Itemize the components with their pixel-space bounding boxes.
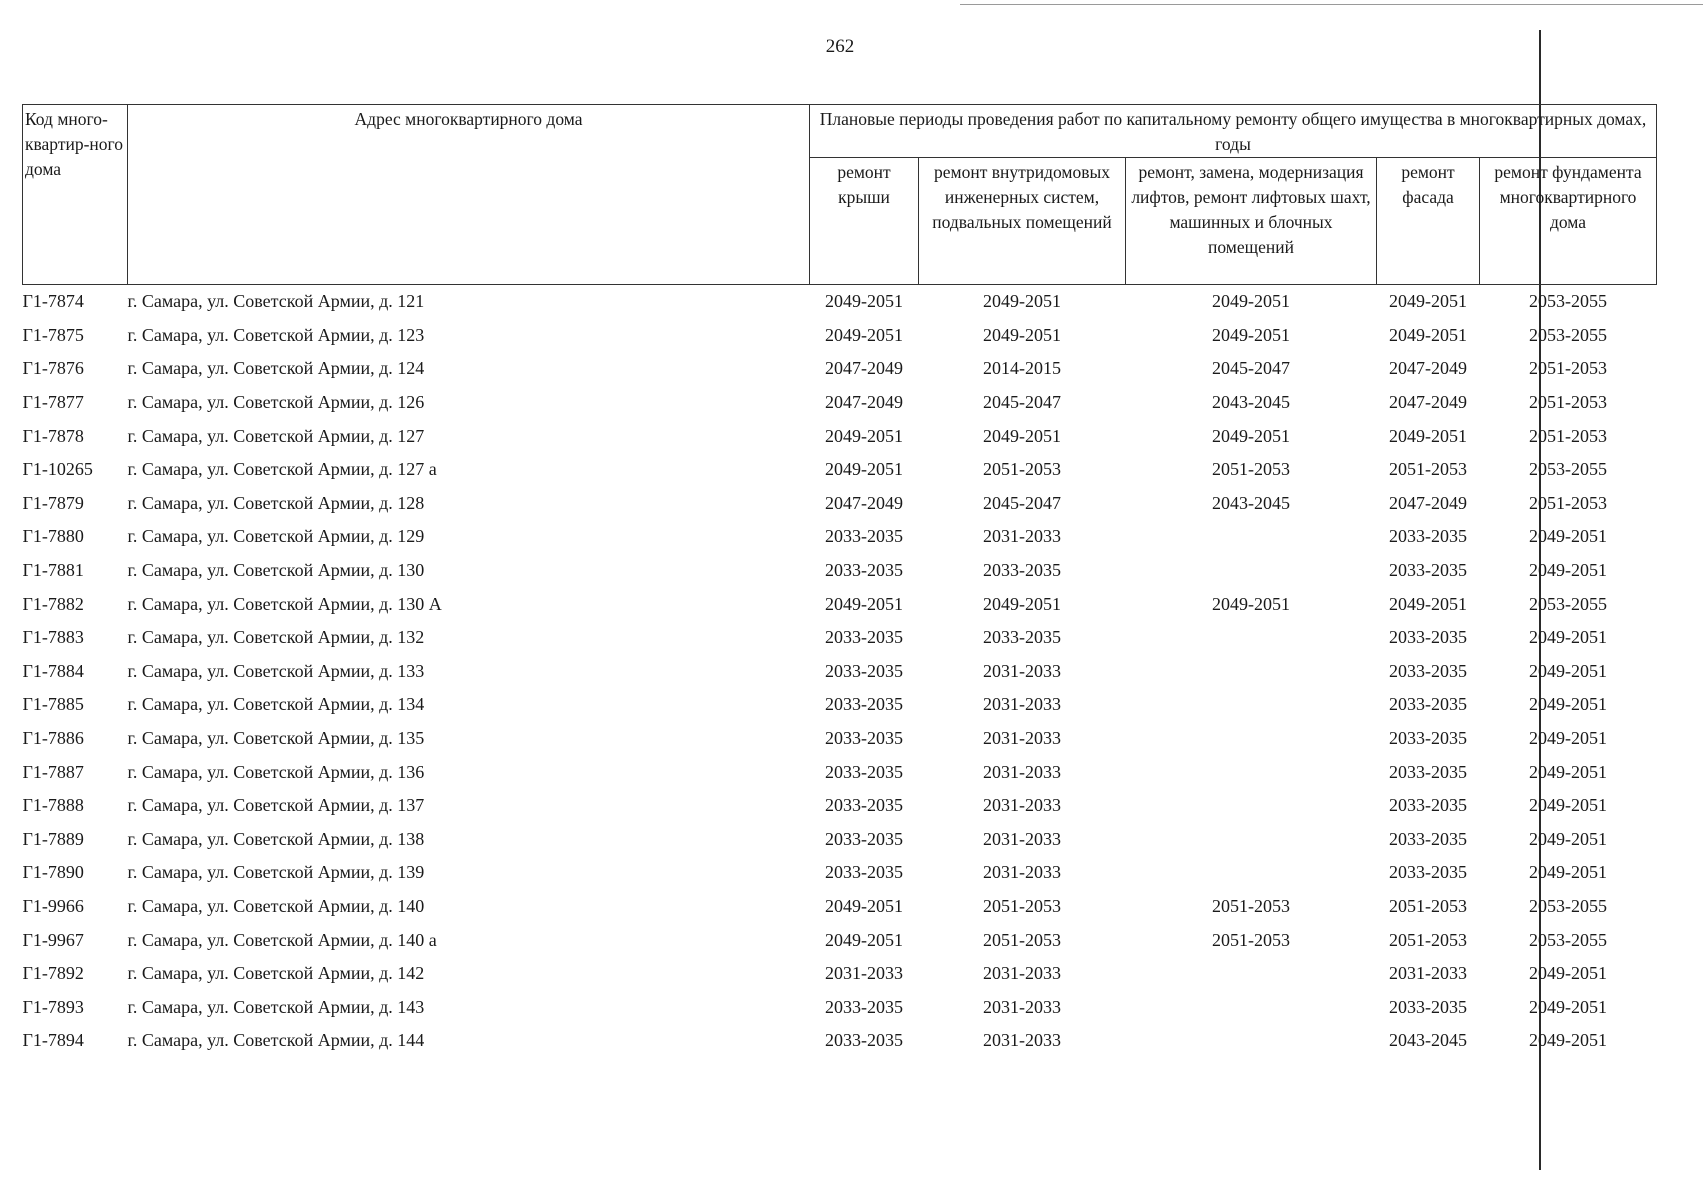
cell-foundation: 2053-2055 [1529,895,1607,916]
cell-address: г. Самара, ул. Советской Армии, д. 129 [127,526,425,547]
cell-elevators: 2049-2051 [1212,425,1290,446]
cell-elevators: 2049-2051 [1212,324,1290,345]
cell-engineering: 2049-2051 [983,291,1061,312]
cell-roof: 2033-2035 [825,996,903,1017]
cell-address: г. Самара, ул. Советской Армии, д. 132 [127,627,425,648]
cell-address: г. Самара, ул. Советской Армии, д. 138 [127,828,425,849]
table-row [23,386,1657,420]
cell-facade: 2033-2035 [1389,862,1467,883]
table-row [23,990,1657,1024]
cell-roof: 2049-2051 [825,593,903,614]
cell-roof: 2033-2035 [825,728,903,749]
cell-code: Г1-7885 [22,694,84,715]
cell-foundation: 2053-2055 [1529,291,1607,312]
cell-engineering: 2031-2033 [983,728,1061,749]
table-row [23,621,1657,655]
cell-roof: 2031-2033 [825,963,903,984]
cell-elevators [1126,856,1377,890]
cell-engineering: 2031-2033 [983,1030,1061,1051]
cell-code: Г1-10265 [22,459,93,480]
cell-elevators: 2049-2051 [1212,593,1290,614]
cell-roof: 2049-2051 [825,929,903,950]
cell-elevators: 2043-2045 [1212,492,1290,513]
cell-roof: 2033-2035 [825,627,903,648]
cell-foundation: 2049-2051 [1529,526,1607,547]
cell-address: г. Самара, ул. Советской Армии, д. 144 [127,1030,425,1051]
cell-engineering: 2031-2033 [983,526,1061,547]
cell-code: Г1-7892 [22,963,84,984]
cell-elevators [1126,823,1377,857]
cell-facade: 2051-2053 [1389,929,1467,950]
cell-engineering: 2045-2047 [983,392,1061,413]
cell-facade: 2049-2051 [1389,291,1467,312]
cell-foundation: 2049-2051 [1529,1030,1607,1051]
cell-address: г. Самара, ул. Советской Армии, д. 140 а [127,929,437,950]
table-row [23,1024,1657,1058]
cell-facade: 2047-2049 [1389,358,1467,379]
cell-code: Г1-7888 [22,795,84,816]
table-row [23,487,1657,521]
cell-foundation: 2049-2051 [1529,728,1607,749]
cell-code: Г1-7878 [22,425,84,446]
cell-foundation: 2049-2051 [1529,560,1607,581]
cell-code: Г1-7875 [22,324,84,345]
header-address: Адрес многоквартирного дома [128,105,810,285]
cell-engineering: 2033-2035 [983,560,1061,581]
cell-facade: 2043-2045 [1389,1030,1467,1051]
cell-facade: 2049-2051 [1389,324,1467,345]
cell-code: Г1-7890 [22,862,84,883]
cell-code: Г1-9967 [22,929,84,950]
cell-code: Г1-7894 [22,1030,84,1051]
table-row [23,957,1657,991]
cell-foundation: 2049-2051 [1529,828,1607,849]
header-code: Код много-квартир-ного дома [23,105,128,285]
cell-engineering: 2045-2047 [983,492,1061,513]
cell-engineering: 2051-2053 [983,929,1061,950]
cell-address: г. Самара, ул. Советской Армии, д. 137 [127,795,425,816]
header-row-top [23,105,1657,158]
cell-address: г. Самара, ул. Советской Армии, д. 124 [127,358,425,379]
cell-code: Г1-7886 [22,728,84,749]
cell-roof: 2033-2035 [825,560,903,581]
cell-foundation: 2053-2055 [1529,459,1607,480]
table-row [23,923,1657,957]
table-body [23,285,1657,1058]
cell-roof: 2049-2051 [825,291,903,312]
cell-roof: 2033-2035 [825,795,903,816]
table-row [23,285,1657,319]
cell-engineering: 2031-2033 [983,761,1061,782]
cell-foundation: 2051-2053 [1529,492,1607,513]
capital-repair-table [22,104,1657,1058]
cell-roof: 2033-2035 [825,828,903,849]
cell-foundation: 2051-2053 [1529,358,1607,379]
cell-engineering: 2014-2015 [983,358,1061,379]
cell-engineering: 2051-2053 [983,459,1061,480]
table-row [23,789,1657,823]
header-facade: ремонт фасада [1377,158,1480,285]
cell-facade: 2033-2035 [1389,526,1467,547]
cell-facade: 2049-2051 [1389,425,1467,446]
cell-engineering: 2031-2033 [983,660,1061,681]
cell-engineering: 2031-2033 [983,694,1061,715]
cell-roof: 2033-2035 [825,1030,903,1051]
cell-elevators: 2043-2045 [1212,392,1290,413]
cell-roof: 2049-2051 [825,324,903,345]
cell-elevators [1126,990,1377,1024]
cell-foundation: 2049-2051 [1529,694,1607,715]
cell-foundation: 2049-2051 [1529,862,1607,883]
cell-roof: 2033-2035 [825,694,903,715]
cell-facade: 2033-2035 [1389,728,1467,749]
cell-elevators: 2045-2047 [1212,358,1290,379]
cell-engineering: 2049-2051 [983,324,1061,345]
page-number: 262 [825,36,855,57]
cell-elevators [1126,755,1377,789]
cell-elevators: 2049-2051 [1212,291,1290,312]
table-row [23,755,1657,789]
cell-elevators [1126,554,1377,588]
cell-engineering: 2049-2051 [983,593,1061,614]
cell-foundation: 2051-2053 [1529,425,1607,446]
cell-code: Г1-9966 [22,895,84,916]
cell-facade: 2051-2053 [1389,895,1467,916]
cell-code: Г1-7874 [22,291,84,312]
table-row [23,587,1657,621]
cell-facade: 2049-2051 [1389,593,1467,614]
cell-address: г. Самара, ул. Советской Армии, д. 121 [127,291,425,312]
scan-artifact-line [960,4,1703,5]
table-row [23,352,1657,386]
table-row [23,890,1657,924]
cell-roof: 2033-2035 [825,862,903,883]
header-engineering: ремонт внутридомовых инженерных систем, подвальных помещений [919,158,1126,285]
cell-address: г. Самара, ул. Советской Армии, д. 126 [127,392,425,413]
cell-elevators: 2051-2053 [1212,929,1290,950]
cell-code: Г1-7881 [22,560,84,581]
cell-elevators [1126,957,1377,991]
cell-facade: 2033-2035 [1389,996,1467,1017]
cell-code: Г1-7887 [22,761,84,782]
cell-foundation: 2049-2051 [1529,660,1607,681]
header-foundation: ремонт фундамента многоквартирного дома [1480,158,1657,285]
cell-elevators [1126,722,1377,756]
cell-roof: 2049-2051 [825,895,903,916]
table-row [23,856,1657,890]
cell-facade: 2033-2035 [1389,660,1467,681]
cell-foundation: 2049-2051 [1529,627,1607,648]
cell-facade: 2051-2053 [1389,459,1467,480]
cell-facade: 2033-2035 [1389,560,1467,581]
cell-code: Г1-7879 [22,492,84,513]
cell-engineering: 2051-2053 [983,895,1061,916]
cell-address: г. Самара, ул. Советской Армии, д. 128 [127,492,425,513]
cell-code: Г1-7877 [22,392,84,413]
table-row [23,453,1657,487]
cell-engineering: 2031-2033 [983,862,1061,883]
cell-code: Г1-7882 [22,593,84,614]
table-row [23,554,1657,588]
cell-engineering: 2031-2033 [983,963,1061,984]
table-row [23,688,1657,722]
cell-address: г. Самара, ул. Советской Армии, д. 130 А [127,593,442,614]
cell-foundation: 2053-2055 [1529,324,1607,345]
cell-address: г. Самара, ул. Советской Армии, д. 127 а [127,459,437,480]
cell-foundation: 2053-2055 [1529,929,1607,950]
cell-facade: 2033-2035 [1389,627,1467,648]
cell-foundation: 2049-2051 [1529,761,1607,782]
table-row [23,520,1657,554]
cell-elevators: 2051-2053 [1212,895,1290,916]
cell-engineering: 2049-2051 [983,425,1061,446]
cell-address: г. Самара, ул. Советской Армии, д. 127 [127,425,425,446]
cell-roof: 2047-2049 [825,358,903,379]
cell-roof: 2047-2049 [825,392,903,413]
header-planned-periods: Плановые периоды проведения работ по капитальному ремонту общего имущества в многоквартирных домах, годы [810,105,1657,158]
cell-code: Г1-7883 [22,627,84,648]
cell-engineering: 2031-2033 [983,828,1061,849]
cell-facade: 2031-2033 [1389,963,1467,984]
cell-facade: 2047-2049 [1389,492,1467,513]
cell-elevators [1126,789,1377,823]
cell-elevators [1126,1024,1377,1058]
header-roof: ремонт крыши [810,158,919,285]
cell-address: г. Самара, ул. Советской Армии, д. 136 [127,761,425,782]
cell-facade: 2033-2035 [1389,761,1467,782]
cell-code: Г1-7880 [22,526,84,547]
cell-elevators [1126,520,1377,554]
cell-facade: 2047-2049 [1389,392,1467,413]
cell-code: Г1-7889 [22,828,84,849]
cell-address: г. Самара, ул. Советской Армии, д. 133 [127,660,425,681]
cell-address: г. Самара, ул. Советской Армии, д. 139 [127,862,425,883]
cell-code: Г1-7893 [22,996,84,1017]
cell-elevators: 2051-2053 [1212,459,1290,480]
cell-address: г. Самара, ул. Советской Армии, д. 143 [127,996,425,1017]
cell-roof: 2033-2035 [825,761,903,782]
cell-engineering: 2031-2033 [983,996,1061,1017]
table-row [23,655,1657,689]
cell-roof: 2033-2035 [825,526,903,547]
cell-facade: 2033-2035 [1389,694,1467,715]
table-row [23,319,1657,353]
cell-engineering: 2033-2035 [983,627,1061,648]
cell-address: г. Самара, ул. Советской Армии, д. 142 [127,963,425,984]
cell-address: г. Самара, ул. Советской Армии, д. 134 [127,694,425,715]
cell-address: г. Самара, ул. Советской Армии, д. 123 [127,324,425,345]
cell-facade: 2033-2035 [1389,828,1467,849]
cell-code: Г1-7884 [22,660,84,681]
cell-roof: 2049-2051 [825,459,903,480]
table-row [23,722,1657,756]
cell-engineering: 2031-2033 [983,795,1061,816]
header-elevators: ремонт, замена, модернизация лифтов, ремонт лифтовых шахт, машинных и блочных помещений [1126,158,1377,285]
table-row [23,419,1657,453]
cell-facade: 2033-2035 [1389,795,1467,816]
cell-foundation: 2053-2055 [1529,593,1607,614]
cell-address: г. Самара, ул. Советской Армии, д. 135 [127,728,425,749]
cell-roof: 2047-2049 [825,492,903,513]
table-row [23,823,1657,857]
cell-address: г. Самара, ул. Советской Армии, д. 130 [127,560,425,581]
cell-foundation: 2051-2053 [1529,392,1607,413]
cell-elevators [1126,655,1377,689]
cell-roof: 2049-2051 [825,425,903,446]
cell-foundation: 2049-2051 [1529,996,1607,1017]
cell-foundation: 2049-2051 [1529,795,1607,816]
cell-foundation: 2049-2051 [1529,963,1607,984]
cell-elevators [1126,688,1377,722]
cell-elevators [1126,621,1377,655]
cell-roof: 2033-2035 [825,660,903,681]
cell-code: Г1-7876 [22,358,84,379]
cell-address: г. Самара, ул. Советской Армии, д. 140 [127,895,425,916]
